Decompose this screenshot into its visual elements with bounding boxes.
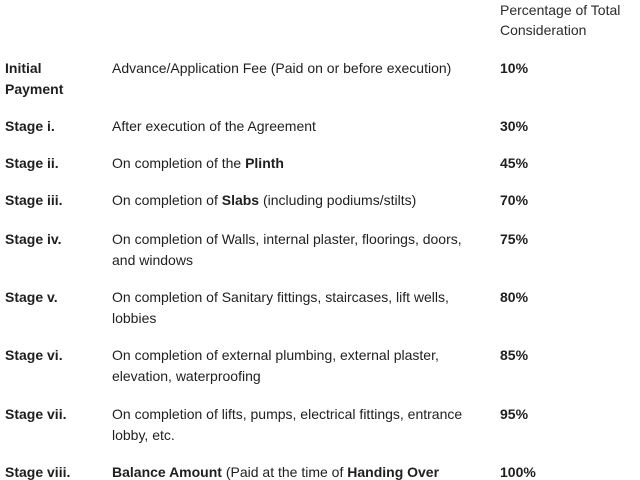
stage-description: [112, 116, 482, 137]
desc-text: On completion of Sanitary fittings, staircases, lift wells, lobbies: [112, 289, 449, 326]
desc-bold-text: Slabs: [221, 192, 260, 208]
desc-bold-text: Plinth: [245, 155, 284, 171]
stage-percentage: 95%: [500, 406, 529, 422]
stage-description: [112, 58, 482, 79]
stage-label: Stage iv.: [5, 231, 62, 247]
stage-description: [112, 190, 482, 211]
stage-description: [112, 153, 482, 174]
stage-label: Stage viii.: [5, 464, 71, 480]
desc-text: Advance/Application Fee (Paid on or before execution): [112, 60, 452, 76]
stage-label: [5, 58, 105, 100]
desc-text: On completion of lifts, pumps, electrical fittings, entrance lobby, etc.: [112, 406, 463, 443]
stage-percentage: 80%: [500, 289, 529, 305]
stage-percentage: 85%: [500, 347, 529, 363]
stage-label: Stage iii.: [5, 192, 63, 208]
stage-label: Stage v.: [5, 289, 58, 305]
stage-label-line-1: Initial: [5, 60, 42, 76]
stage-description: [112, 462, 482, 480]
desc-text: (Paid at the time of: [221, 464, 348, 480]
stage-label: Stage vi.: [5, 347, 63, 363]
desc-text: On completion of external plumbing, external plaster, elevation, waterproofing: [112, 347, 439, 384]
desc-text: (including podiums/stilts): [259, 192, 417, 208]
stage-percentage: 30%: [500, 118, 529, 134]
desc-text: On completion of the: [112, 155, 246, 171]
stage-percentage: 45%: [500, 155, 529, 171]
desc-text: On completion of: [112, 192, 222, 208]
desc-text: On completion of Walls, internal plaster, floorings, doors, and windows: [112, 231, 462, 268]
header-line-1: Percentage of Total: [500, 2, 621, 18]
stage-percentage: 10%: [500, 60, 529, 76]
header-line-2: Consideration: [500, 22, 587, 38]
stage-label: Stage ii.: [5, 155, 59, 171]
desc-text: After execution of the Agreement: [112, 118, 316, 134]
stage-label: Stage i.: [5, 118, 55, 134]
desc-bold-text: Handing Over: [347, 464, 440, 480]
stage-description: [112, 404, 482, 446]
stage-description: [112, 229, 482, 271]
stage-description: [112, 345, 482, 387]
stage-description: [112, 287, 482, 329]
stage-percentage: 100%: [500, 464, 536, 480]
stage-percentage: 75%: [500, 231, 529, 247]
column-header-percentage: [500, 0, 640, 40]
stage-label-line-2: Payment: [5, 81, 64, 97]
stage-label: Stage vii.: [5, 406, 67, 422]
desc-bold-text: Balance Amount: [112, 464, 222, 480]
stage-percentage: 70%: [500, 192, 529, 208]
